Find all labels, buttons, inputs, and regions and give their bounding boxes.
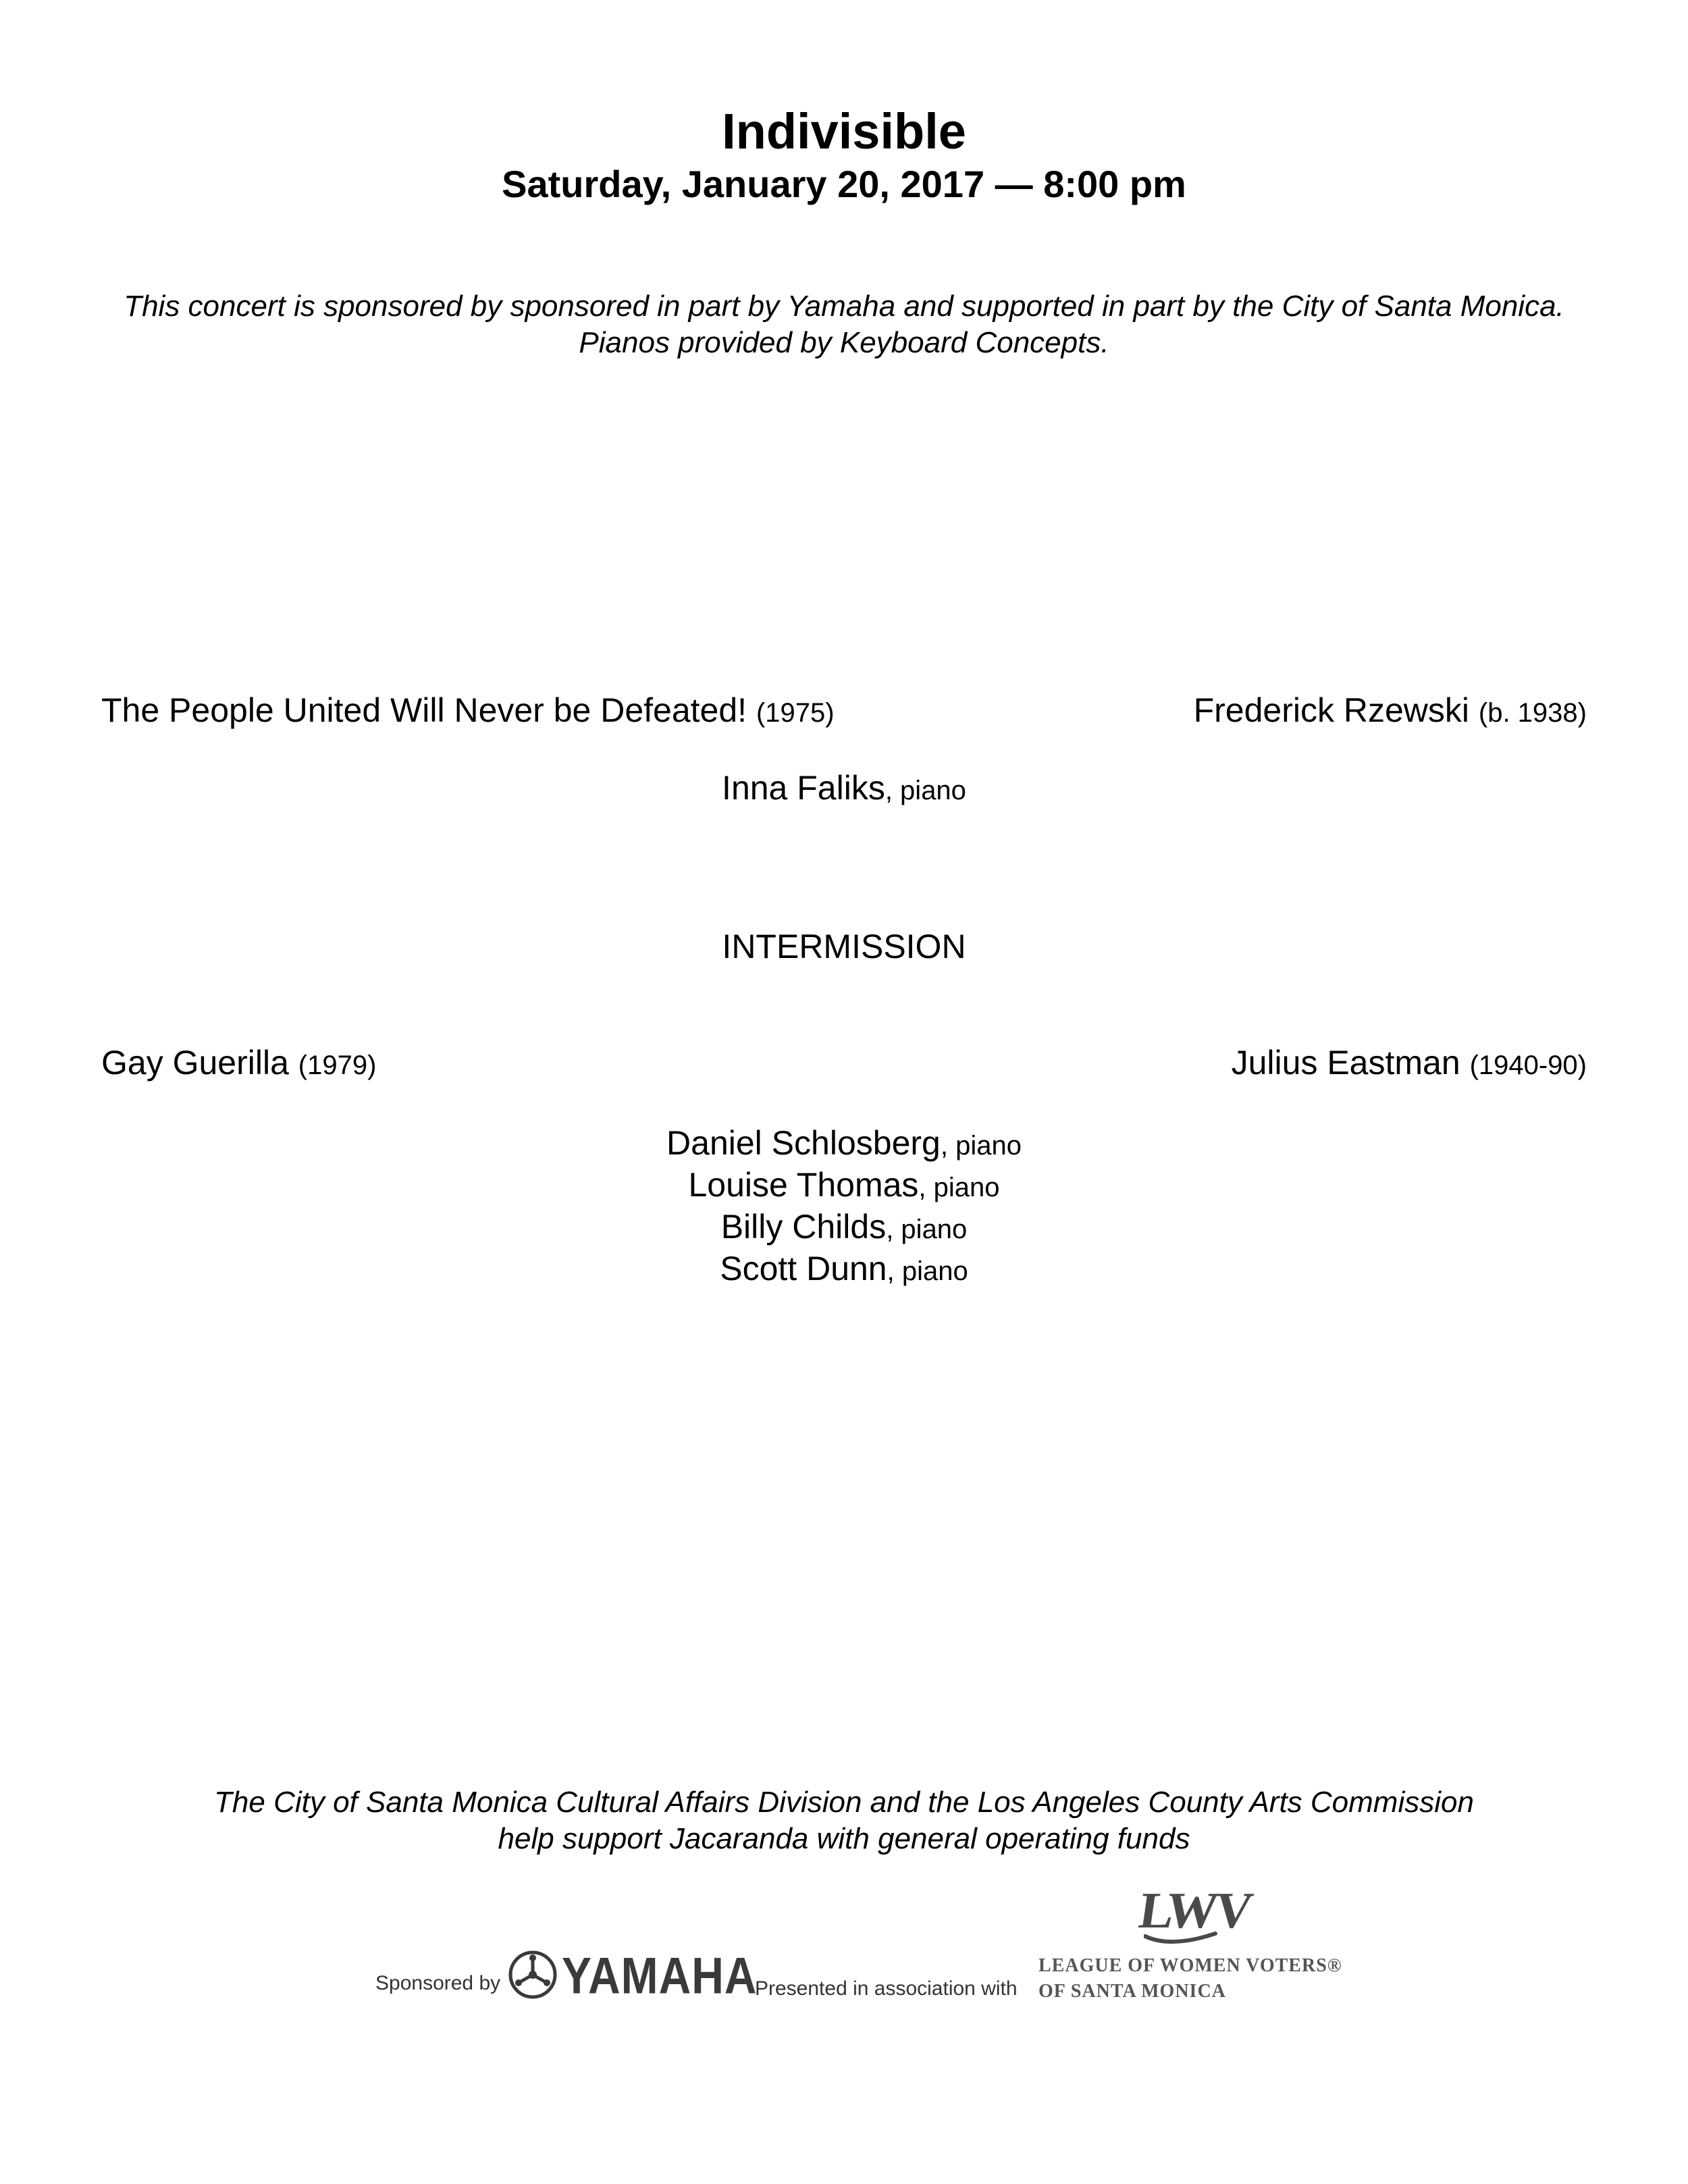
yamaha-logo: YAMAHA [562, 1946, 758, 2004]
work-entry [101, 1041, 376, 1087]
performer-list [0, 768, 1688, 810]
intermission-label: INTERMISSION [722, 928, 966, 965]
tuning-fork-emblem-icon [508, 1950, 558, 2000]
funding-note-line-2: help support Jacaranda with general operating funds [498, 1822, 1190, 1855]
presented-with-label: Presented in association with [755, 1977, 1018, 2000]
sponsor-logos [0, 1870, 1688, 2025]
sponsor-note-line-2: Pianos provided by Keyboard Concepts. [579, 326, 1109, 359]
performer-name: Scott Dunn [720, 1250, 887, 1287]
composer-entry [1232, 1041, 1587, 1087]
composer-entry [1194, 689, 1587, 735]
composer-name: Frederick Rzewski [1193, 691, 1469, 729]
performer-role: , piano [940, 1131, 1022, 1161]
sponsor-note-line-1: This concert is sponsored by sponsored in part by Yamaha and supported in part by the City of Santa Monica. [124, 290, 1564, 323]
sponsored-by-label: Sponsored by [375, 1972, 501, 1994]
performer-list [0, 1123, 1688, 1291]
lwv-name-line-1: LEAGUE OF WOMEN VOTERS® [1038, 1955, 1342, 1976]
lwv-name-line-2: OF SANTA MONICA [1038, 1981, 1226, 2002]
program-item-1 [101, 689, 1587, 735]
composer-dates: (b. 1938) [1478, 698, 1587, 728]
lwv-logo: LWV [1136, 1882, 1254, 1939]
performer-name: Louise Thomas [688, 1166, 919, 1204]
performer [0, 1123, 1688, 1165]
performer-role: , piano [886, 1215, 968, 1244]
performer-name: Billy Childs [720, 1208, 887, 1246]
performer [0, 768, 1688, 810]
funding-note-line-1: The City of Santa Monica Cultural Affairs Division and the Los Angeles County Arts Commission [214, 1786, 1474, 1819]
concert-date-time: Saturday, January 20, 2017 — 8:00 pm [502, 163, 1186, 205]
performer-role: , piano [887, 1256, 968, 1286]
work-year: (1975) [756, 698, 835, 728]
work-year: (1979) [298, 1050, 377, 1080]
performer [0, 1165, 1688, 1207]
work-title: Gay Guerilla [101, 1044, 289, 1082]
swoosh-icon [1144, 1931, 1218, 1947]
composer-dates: (1940-90) [1469, 1050, 1587, 1080]
performer [0, 1207, 1688, 1249]
work-entry [101, 689, 835, 735]
performer-name: Daniel Schlosberg [666, 1124, 941, 1162]
performer-name: Inna Faliks [722, 769, 885, 807]
composer-name: Julius Eastman [1231, 1044, 1460, 1082]
program-title: Indivisible [722, 103, 966, 159]
performer-role: , piano [885, 776, 966, 805]
work-title: The People United Will Never be Defeated! [101, 691, 747, 729]
performer [0, 1249, 1688, 1291]
program-item-2 [101, 1041, 1587, 1087]
performer-role: , piano [918, 1173, 1000, 1202]
